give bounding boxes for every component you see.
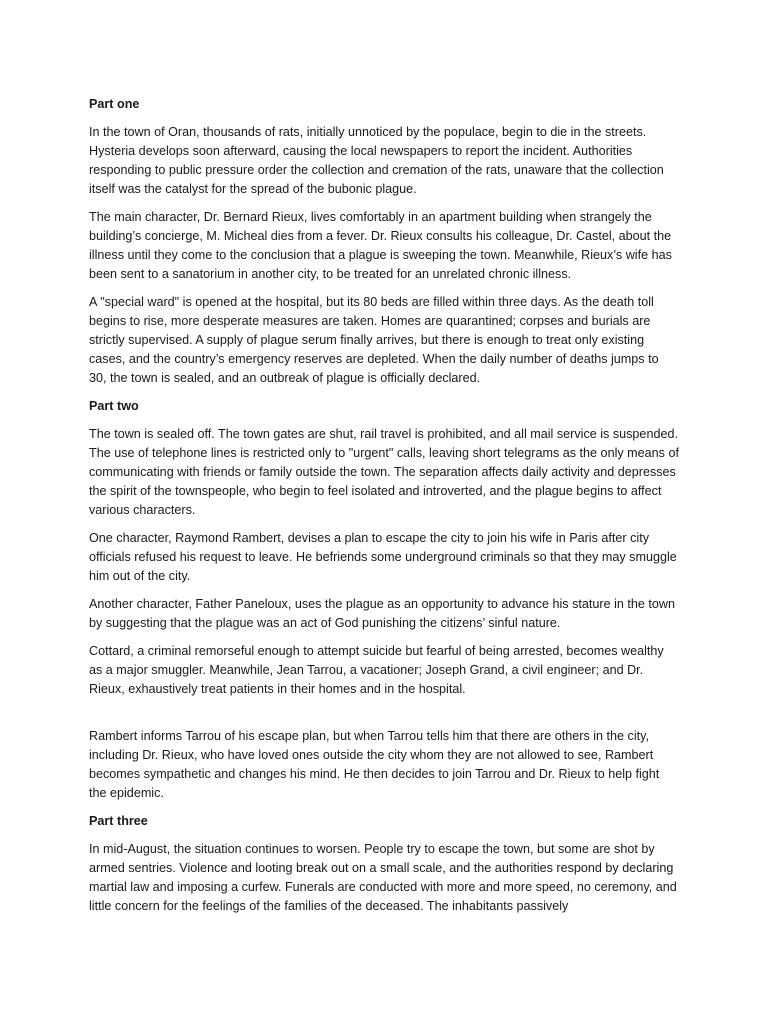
section-heading-part-two: Part two	[89, 399, 139, 413]
paragraph: Another character, Father Paneloux, uses the plague as an opportunity to advance his stature in the town by suggesting that the plague was an act of God punishing the citizens’ sinful nature.	[89, 597, 675, 630]
paragraph: Cottard, a criminal remorseful enough to attempt suicide but fearful of being arrested, becomes wealthy as a major smuggler. Meanwhile, Jean Tarrou, a vacationer; Joseph Grand, a civil engineer; and Dr. Rieux, exhaustively treat patients in their homes and in the hospital.	[89, 644, 664, 696]
paragraph: In mid-August, the situation continues to worsen. People try to escape the town, but some are shot by armed sentries. Violence and looting break out on a small scale, and the authorities respond by declaring martial law and imposing a curfew. Funerals are conducted with more and more speed, no ceremony, and little concern for the feelings of the families of the deceased. The inhabitants passively	[89, 842, 677, 913]
paragraph: One character, Raymond Rambert, devises a plan to escape the city to join his wife in Paris after city officials refused his request to leave. He befriends some underground criminals so that they may smuggle him out of the city.	[89, 531, 677, 583]
paragraph: The main character, Dr. Bernard Rieux, lives comfortably in an apartment building when strangely the building’s concierge, M. Micheal dies from a fever. Dr. Rieux consults his colleague, Dr. Castel, about the illness until they come to the conclusion that a plague is sweeping the town. Meanwhile, Rieux’s wife has been sent to a sanatorium in another city, to be treated for an unrelated chronic illness.	[89, 210, 672, 281]
paragraph: In the town of Oran, thousands of rats, initially unnoticed by the populace, begin to die in the streets. Hysteria develops soon afterward, causing the local newspapers to report the incident. Authorities responding to public pressure order the collection and cremation of the rats, unaware that the collection itself was the catalyst for the spread of the bubonic plague.	[89, 125, 664, 196]
section-heading-part-three: Part three	[89, 814, 148, 828]
paragraph: The town is sealed off. The town gates are shut, rail travel is prohibited, and all mail service is suspended. The use of telephone lines is restricted only to "urgent" calls, leaving short telegrams as the only means of communicating with friends or family outside the town. The separation affects daily activity and depresses the spirit of the townspeople, who begin to feel isolated and introverted, and the plague begins to affect various characters.	[89, 427, 679, 517]
section-heading-part-one: Part one	[89, 97, 140, 111]
paragraph: Rambert informs Tarrou of his escape plan, but when Tarrou tells him that there are others in the city, including Dr. Rieux, who have loved ones outside the city whom they are not allowed to see, Rambert becomes sympathetic and changes his mind. He then decides to join Tarrou and Dr. Rieux to help fight the epidemic.	[89, 729, 660, 800]
paragraph: A "special ward" is opened at the hospital, but its 80 beds are filled within three days. As the death toll begins to rise, more desperate measures are taken. Homes are quarantined; corpses and burials are strictly supervised. A supply of plague serum finally arrives, but there is enough to treat only existing cases, and the country’s emergency reserves are depleted. When the daily number of deaths jumps to 30, the town is sealed, and an outbreak of plague is officially declared.	[89, 295, 659, 385]
document-page	[89, 95, 679, 925]
blank-line	[89, 708, 679, 727]
